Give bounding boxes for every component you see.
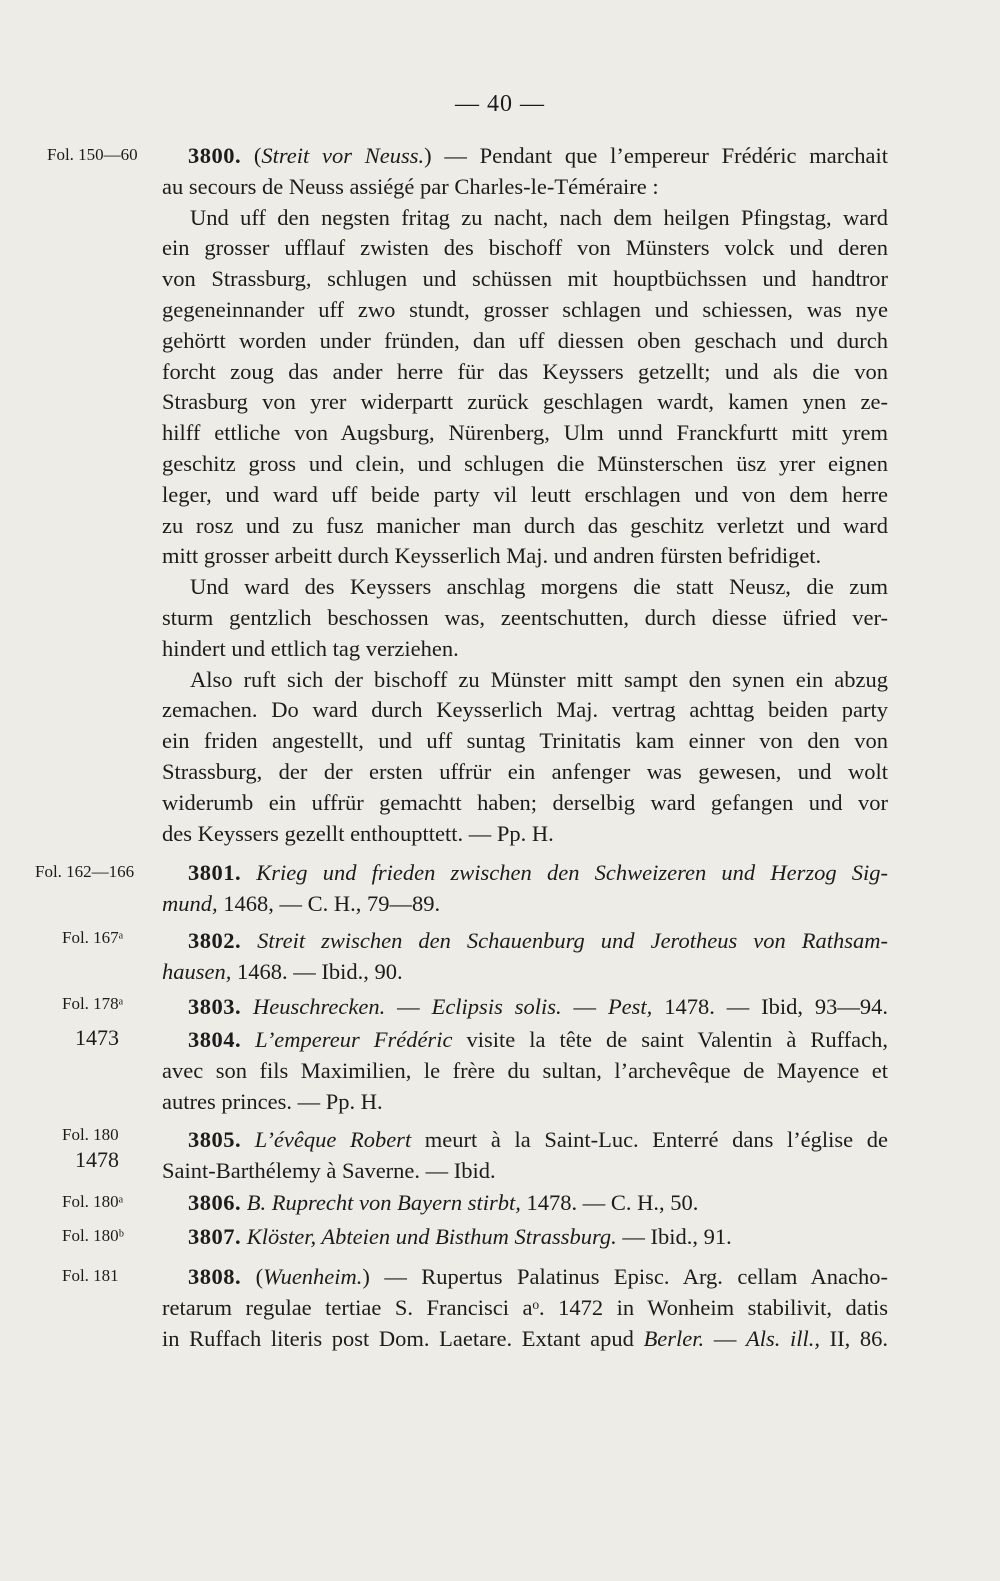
margin-reference: 1478: [75, 1147, 119, 1172]
margin-reference: 1473: [75, 1025, 119, 1050]
text-run: gehörtt worden under fründen, dan uff diessen oben geschach und durch: [162, 327, 888, 353]
text-run: gegeneinnander uff zwo stundt, grosser schlagen und schiessen, was nye: [162, 297, 888, 322]
text-run: forcht zoug das ander herre für das Keyssers getzellt; und als die von: [162, 358, 888, 384]
text-run: — Ibid., 91.: [616, 1224, 732, 1249]
text-run: mitt grosser arbeitt durch Keysserlich Maj. und andren fürsten befridiget.: [162, 543, 822, 569]
text-line: [162, 757, 888, 787]
text-line: [162, 603, 888, 633]
entry-number: 3801.: [188, 860, 242, 885]
text-run: geschitz gross und clein, und schlugen die Münsterschen üsz yrer eignen: [162, 451, 888, 476]
text-run: des Keyssers gezellt enthoupttett. — Pp. H.: [162, 820, 554, 846]
margin-reference: Fol. 180ᵇ: [62, 1226, 124, 1245]
text-run: (: [241, 1264, 264, 1289]
text-line: [162, 511, 888, 541]
text-run: Und uff den negsten fritag zu nacht, nach dem heilgen Pfingstag, ward: [190, 204, 888, 230]
entry-number: 3802.: [188, 928, 242, 953]
entry-number: 3806.: [188, 1190, 242, 1215]
italic-text: mund,: [162, 890, 218, 916]
text-run: Strassburg, der der ersten uffrür ein anfenger was gewesen, und wolt: [162, 759, 888, 784]
text-line: [162, 572, 888, 602]
text-line: [162, 387, 888, 417]
text-run: [241, 1027, 255, 1052]
entry-number: 3805.: [188, 1127, 242, 1152]
text-run: —: [704, 1325, 746, 1351]
text-line: [162, 418, 888, 448]
italic-text: Als. ill.,: [745, 1325, 820, 1351]
entry-number: 3808.: [188, 1264, 242, 1289]
text-line: [162, 1262, 888, 1292]
text-line: [162, 1087, 888, 1117]
italic-text: L’empereur Frédéric: [255, 1027, 453, 1052]
italic-text: Berler.: [643, 1325, 705, 1351]
margin-reference: Fol. 162—166: [35, 862, 135, 881]
text-line: [162, 295, 888, 325]
text-line: [162, 172, 888, 202]
text-run: ) — Rupertus Palatinus Episc. Arg. cellam Anacho-: [362, 1264, 888, 1289]
text-line: [162, 1293, 888, 1323]
text-run: meurt à la Saint-Luc. Enterré dans l’église de: [411, 1127, 889, 1152]
text-run: visite la tête de saint Valentin à Ruffach,: [452, 1027, 888, 1052]
text-run: ) — Pendant que l’empereur Frédéric marchait: [424, 143, 888, 168]
text-run: 1468. — Ibid., 90.: [231, 958, 403, 984]
text-run: autres princes. — Pp. H.: [162, 1088, 383, 1114]
margin-reference: Fol. 167ᵃ: [62, 928, 124, 947]
text-run: von Strassburg, schlugen und schüssen mit houptbüchssen und handtror: [162, 266, 888, 292]
text-line: [162, 1188, 888, 1218]
text-line: [162, 858, 888, 888]
text-line: [162, 141, 888, 171]
text-run: Saint-Barthélemy à Saverne. — Ibid.: [162, 1157, 496, 1183]
text-run: [241, 928, 257, 953]
text-run: [241, 994, 253, 1019]
text-run: ein grosser ufflauf zwisten des bischoff von Münsters volck und deren: [162, 235, 888, 261]
italic-text: hausen,: [162, 958, 232, 984]
italic-text: Klöster, Abteien und Bisthum Strassburg.: [246, 1224, 617, 1249]
text-run: II, 86.: [820, 1325, 889, 1351]
margin-reference: Fol. 180: [62, 1125, 119, 1144]
text-run: Strasburg von yrer widerpartt zurück geschlagen wardt, kamen ynen ze-: [162, 389, 888, 415]
text-line: [162, 480, 888, 510]
text-run: retarum regulae tertiae S. Francisci aᵒ. 1472 in Wonheim stabilivit, datis: [162, 1294, 888, 1320]
text-line: [162, 819, 888, 849]
text-line: [162, 695, 888, 725]
text-run: ein friden angestellt, und uff suntag Trinitatis kam einner von den von: [162, 728, 888, 754]
text-line: [162, 1156, 888, 1186]
text-line: [162, 889, 888, 919]
text-run: widerumb ein uffrür gemachtt haben; derselbig ward gefangen und vor: [162, 789, 888, 815]
text-line: [162, 264, 888, 294]
margin-reference: Fol. 181: [62, 1266, 119, 1285]
italic-text: Heuschrecken.: [253, 994, 386, 1019]
text-line: [162, 665, 888, 695]
text-line: [162, 203, 888, 233]
text-run: au secours de Neuss assiégé par Charles-le-Téméraire :: [162, 173, 659, 199]
text-run: (: [241, 143, 262, 168]
entry-number: 3800.: [188, 143, 242, 168]
text-line: [162, 357, 888, 387]
margin-reference: Fol. 180ᵃ: [62, 1192, 124, 1211]
text-line: [162, 1222, 888, 1252]
text-run: Und ward des Keyssers anschlag morgens die statt Neusz, die zum: [190, 574, 888, 600]
italic-text: B. Ruprecht von Bayern stirbt,: [246, 1190, 521, 1215]
text-run: in Ruffach literis post Dom. Laetare. Extant apud: [162, 1325, 644, 1351]
entry-number: 3804.: [188, 1027, 242, 1052]
entry-number: 3807.: [188, 1224, 242, 1249]
text-run: 1468, — C. H., 79—89.: [217, 890, 441, 916]
italic-text: Wuenheim.: [263, 1264, 363, 1289]
text-run: [241, 1127, 255, 1152]
text-line: [162, 788, 888, 818]
text-line: [162, 233, 888, 263]
text-run: [241, 860, 256, 885]
page-number: — 40 —: [455, 91, 545, 117]
text-line: [162, 726, 888, 756]
text-line: [162, 326, 888, 356]
text-run: hilff ettliche von Augsburg, Nürenberg, Ulm unnd Franckfurtt mitt yrem: [162, 420, 888, 446]
text-line: [162, 634, 888, 664]
italic-text: Eclipsis solis.: [431, 994, 562, 1019]
text-run: 1478. — C. H., 50.: [520, 1190, 699, 1215]
text-line: [162, 992, 888, 1022]
italic-text: Pest,: [607, 994, 653, 1019]
italic-text: Streit vor Neuss.: [261, 143, 425, 168]
text-line: [162, 541, 888, 571]
margin-reference: Fol. 150—60: [47, 145, 138, 164]
text-run: zemachen. Do ward durch Keysserlich Maj. vertrag achttag beiden party: [162, 697, 888, 723]
text-line: [162, 1056, 888, 1086]
text-line: [162, 1125, 888, 1155]
entry-number: 3803.: [188, 994, 242, 1019]
text-run: zu rosz und zu fusz manicher man durch das geschitz verletzt und ward: [162, 512, 888, 538]
italic-text: Krieg und frieden zwischen den Schweizeren und Herzog Sig-: [256, 860, 888, 885]
italic-text: L’évêque Robert: [254, 1127, 412, 1152]
text-line: [162, 1025, 888, 1055]
text-run: sturm gentzlich beschossen was, zeentschutten, durch diesse üfried ver-: [162, 605, 888, 630]
text-line: [162, 1324, 888, 1354]
text-line: [162, 449, 888, 479]
margin-reference: Fol. 178ᵃ: [62, 994, 124, 1013]
text-run: hindert und ettlich tag verziehen.: [162, 635, 459, 661]
text-line: [162, 957, 888, 987]
text-run: —: [561, 994, 608, 1019]
text-run: avec son fils Maximilien, le frère du sultan, l’archevêque de Mayence et: [162, 1057, 888, 1083]
text-line: [162, 926, 888, 956]
italic-text: Streit zwischen den Schauenburg und Jerotheus von Rathsam-: [257, 928, 889, 953]
text-run: leger, und ward uff beide party vil leutt erschlagen und von dem herre: [162, 481, 888, 507]
text-run: 1478. — Ibid, 93—94.: [652, 994, 889, 1019]
text-run: —: [385, 994, 432, 1019]
text-run: Also ruft sich der bischoff zu Münster mitt sampt den synen ein abzug: [190, 666, 888, 692]
